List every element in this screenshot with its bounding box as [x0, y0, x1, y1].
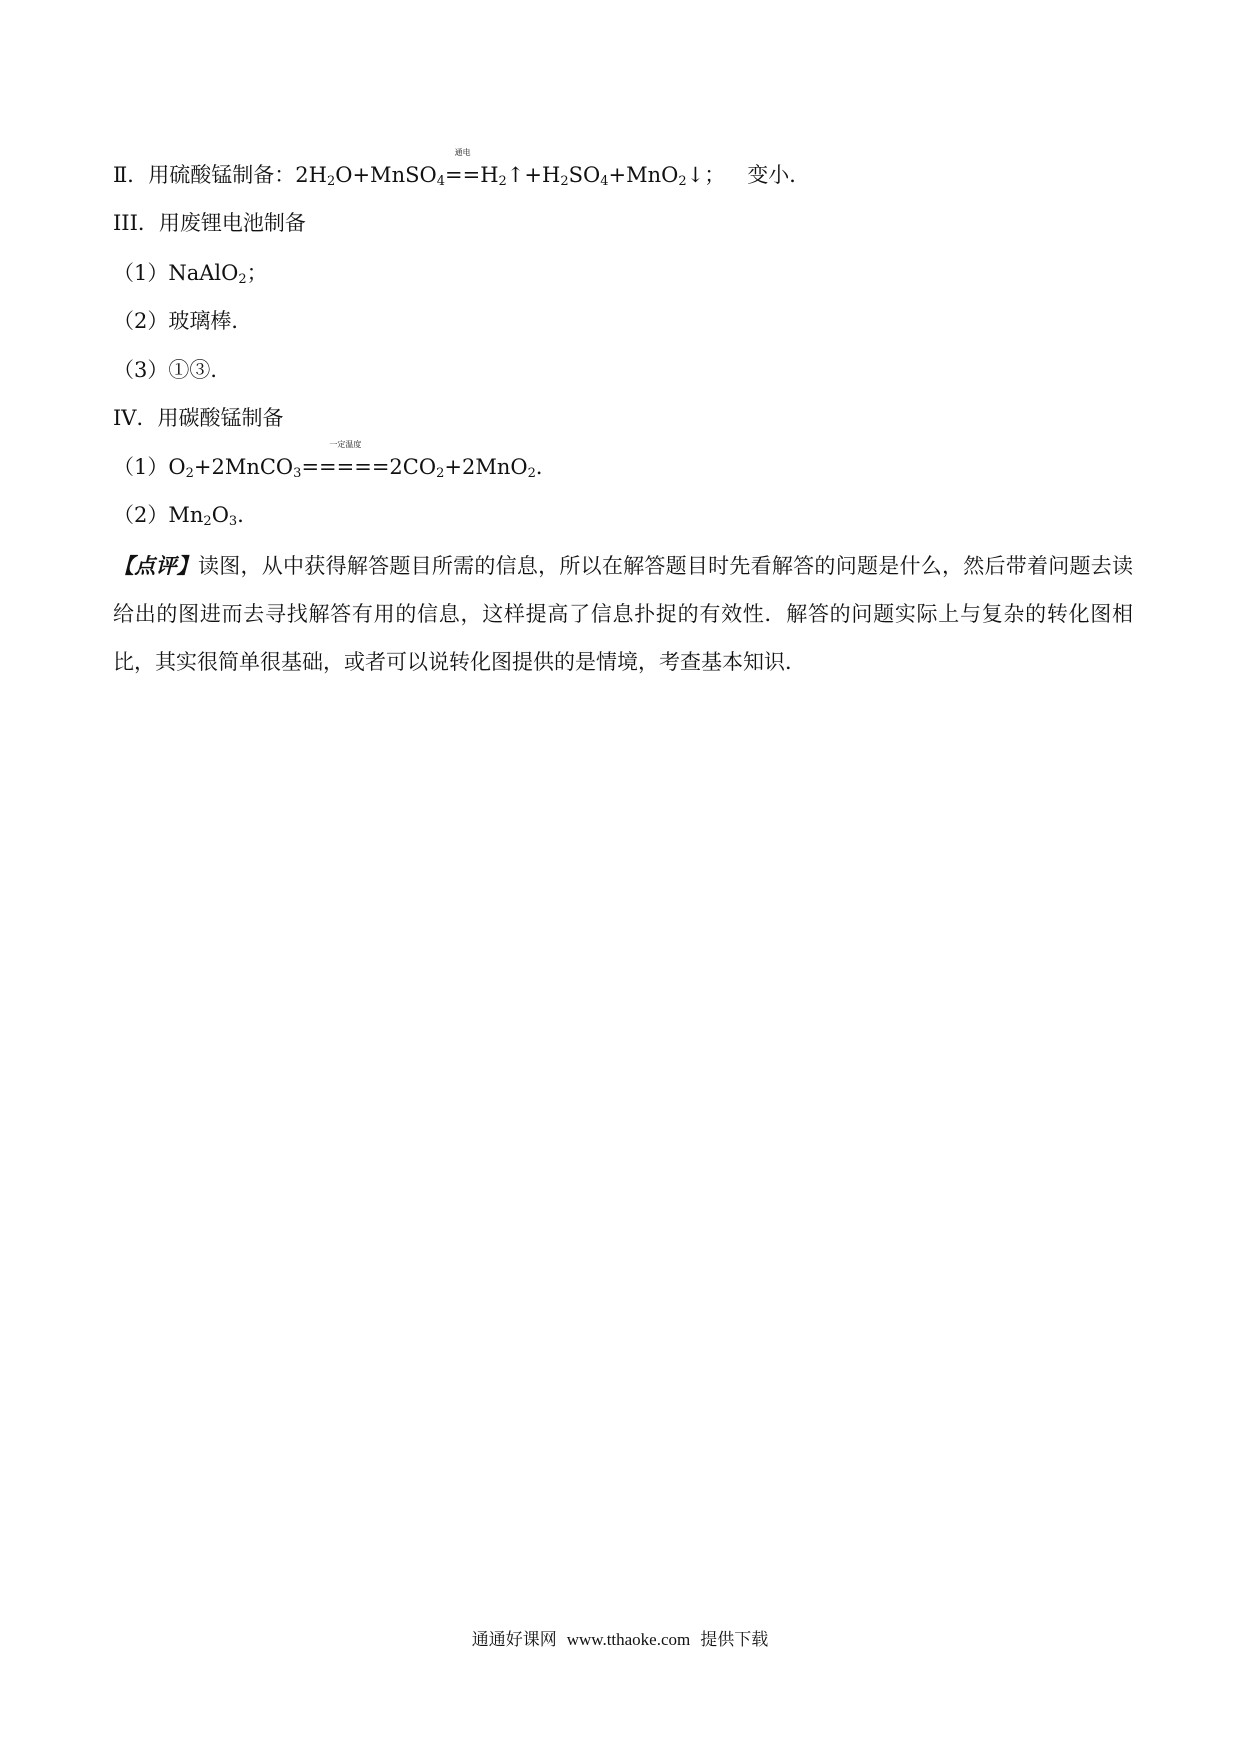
item-end: ．	[535, 455, 557, 479]
formula-subscript: 3	[228, 514, 238, 529]
footer-suffix: 提供下载	[700, 1630, 769, 1650]
equation-subscript: 3	[293, 466, 302, 481]
formula-part: Mn	[168, 503, 204, 527]
equation-subscript: 2	[185, 466, 194, 481]
section-3-item-1	[113, 258, 1133, 288]
footer-url-link[interactable]: www.tthaoke.com	[566, 1630, 691, 1649]
section-2-line	[113, 148, 1133, 190]
equation-part: ↑+H	[506, 163, 561, 187]
equation-part: O+MnSO	[335, 163, 437, 187]
equation-subscript: 2	[436, 466, 445, 481]
equation-part: 2H	[295, 163, 327, 187]
formula-part: NaAlO	[168, 261, 239, 285]
section-4-item-1	[113, 440, 1133, 482]
equation-part: +2MnCO	[193, 455, 294, 479]
item-number: （2）	[113, 503, 169, 527]
reaction-condition	[301, 440, 390, 482]
section-3-item-3: （3）①③．	[113, 358, 232, 382]
formula-subscript: 2	[203, 514, 212, 529]
formula-part: O	[211, 503, 229, 527]
section-3-title: III．用废锂电池制备	[113, 211, 306, 235]
comment-text: 读图，从中获得解答题目所需的信息，所以在解答题目时先看解答的问题是什么，然后带着问题去读给出的图进而去寻找解答有用的信息，这样提高了信息扑捉的有效性．解答的问题实际上与复杂的转化图相比，其实很简单很基础，或者可以说转化图提供的是情境，考查基本知识．	[113, 554, 1134, 674]
equation-part: H	[480, 163, 499, 187]
equation-part: +2MnO	[444, 455, 528, 479]
item-number: （1）	[113, 261, 169, 285]
equation-part: O	[168, 455, 186, 479]
section-3-item-2: （2）玻璃棒．	[113, 309, 253, 333]
equation-subscript: 4	[600, 174, 609, 189]
equation-part: ↓；	[686, 163, 726, 187]
section-4-title: IV．用碳酸锰制备	[113, 406, 284, 430]
equation-part: +MnO	[608, 163, 679, 187]
equation-subscript: 2	[678, 174, 687, 189]
item-end: ；	[246, 261, 268, 285]
section-2-label: Ⅱ．用硫酸锰制备：	[113, 163, 296, 187]
equation-subscript: 2	[326, 174, 336, 189]
item-end: ．	[237, 503, 259, 527]
section-2-answer: 变小．	[747, 163, 811, 187]
equation-part: 2CO	[389, 455, 437, 479]
page-footer	[0, 1628, 1240, 1652]
condition-label: 通电	[454, 148, 471, 157]
formula-subscript: 2	[238, 272, 247, 287]
equals-sign: =====	[301, 455, 390, 479]
equation-subscript: 4	[436, 174, 445, 189]
equation-subscript: 2	[560, 174, 569, 189]
reaction-condition	[444, 148, 481, 190]
comment-label: 【点评】	[113, 553, 199, 578]
item-number: （1）	[113, 455, 169, 479]
equals-sign: ==	[444, 163, 481, 187]
footer-site-name: 通通好课网	[471, 1630, 557, 1650]
section-4-item-2	[113, 500, 1133, 530]
comment-paragraph	[113, 542, 1133, 686]
equation-part: SO	[568, 163, 601, 187]
condition-label: 一定温度	[329, 440, 362, 449]
equation-subscript: 2	[527, 466, 536, 481]
equation-subscript: 2	[498, 174, 507, 189]
